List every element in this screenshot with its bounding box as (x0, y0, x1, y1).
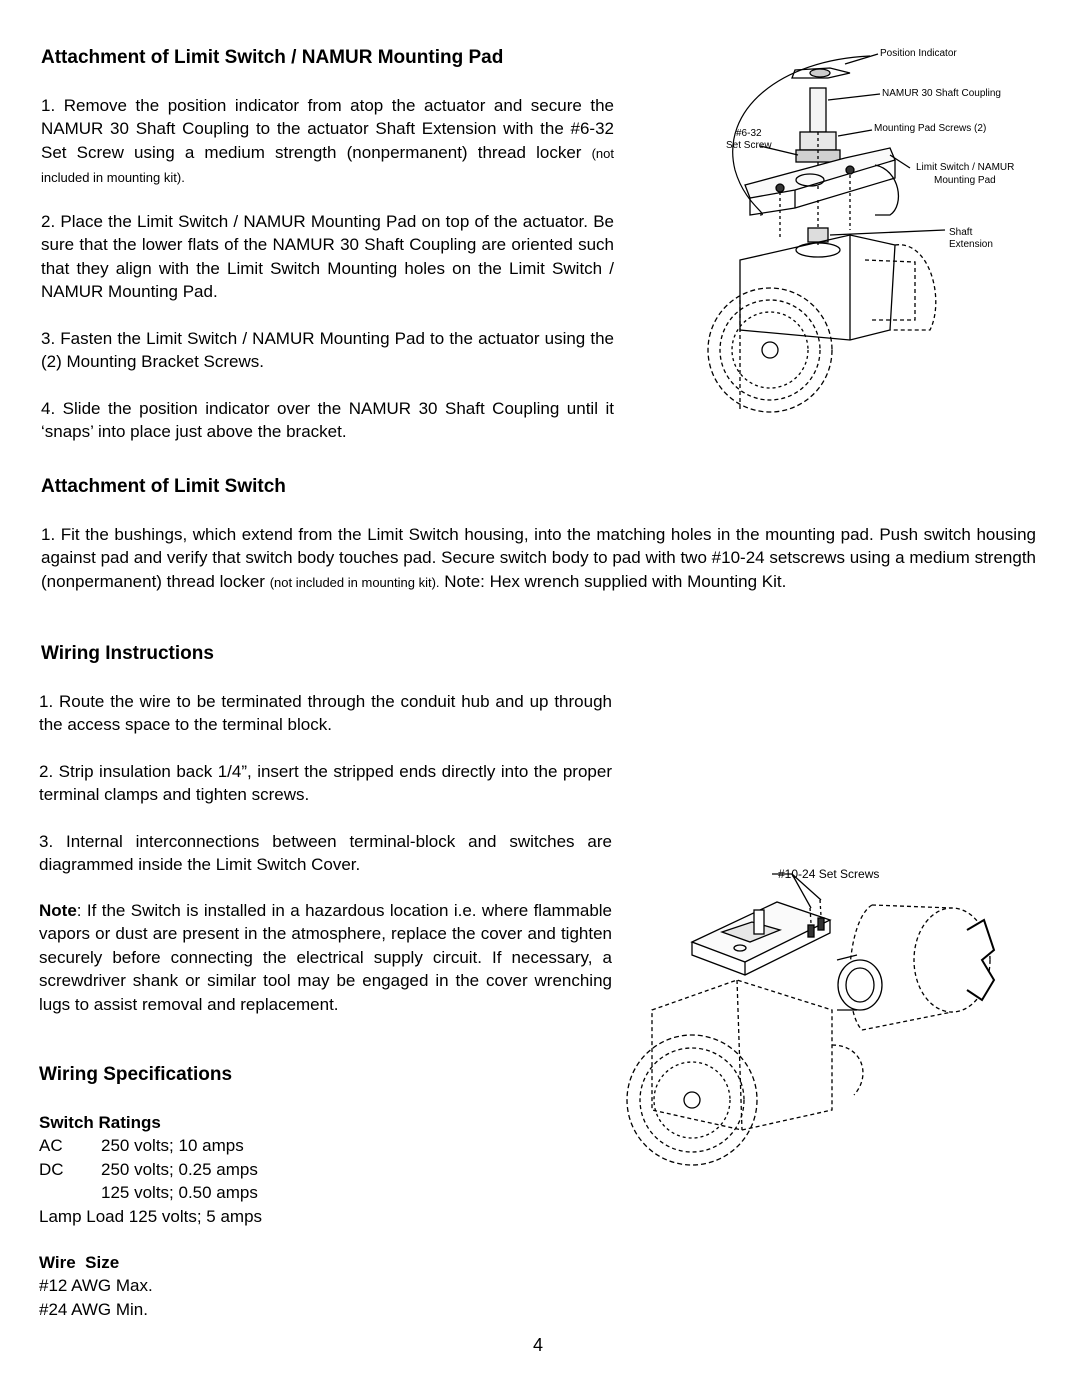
wiring-step-1: 1. Route the wire to be terminated through the conduit hub and up through the access space to the terminal block. (39, 692, 612, 735)
ac-value: 250 volts; 10 amps (101, 1136, 244, 1156)
section-title-wiring-specifications: Wiring Specifications (39, 1064, 233, 1085)
set-screw-1 (808, 925, 814, 937)
switch-ratings-title: Switch Ratings (39, 1113, 161, 1132)
dc-value-1: 250 volts; 0.25 amps (101, 1159, 258, 1179)
figure-limit-switch-assembly (622, 860, 1032, 1220)
shaft-coupling-shape (810, 88, 826, 132)
wire-size-title: Wire Size (39, 1253, 120, 1272)
lamp-load: Lamp Load 125 volts; 5 amps (39, 1206, 263, 1226)
section-title-wiring-instructions: Wiring Instructions (41, 643, 214, 664)
mounting-step-1-note: (not included in mounting kit). (41, 145, 614, 186)
limit-switch-step-1: 1. Fit the bushings, which extend from the Limit Switch housing, into the matching holes in the mounting pad. Push switch housing against pad and verify that switch body touches pad. Secure switch body to pad with two #10-24 setscrews using a medium strength (nonpermanent) thread locker (not included in mounting kit). Note: Hex wrench supplied with Mounting Kit. (41, 525, 1036, 591)
label-mounting-pad-screws: Mounting Pad Screws (2) (874, 123, 987, 134)
actuator-cap-shape-2 (627, 1035, 757, 1165)
wire-min: #24 AWG Min. (39, 1299, 148, 1319)
section-title-mounting-pad: Attachment of Limit Switch / NAMUR Mounting Pad (41, 47, 504, 68)
hazard-note-label: Note (39, 901, 77, 920)
dc-label: DC (39, 1159, 64, 1179)
mounting-step-3: 3. Fasten the Limit Switch / NAMUR Mounting Pad to the actuator using the (2) Mounting Bracket Screws. (41, 329, 614, 372)
shaft-extension-shape (808, 228, 828, 242)
limit-switch-step-1-note: (not included in mounting kit). (269, 574, 440, 590)
set-screw-2 (818, 918, 824, 930)
ac-label: AC (39, 1136, 63, 1156)
hazard-note: Note: If the Switch is installed in a hazardous location i.e. where flammable vapors or dust are present in the atmosphere, replace the cover and tighten securely before connecting the electrical supply circuit. If necessary, a screwdriver shank or similar tool may be engaged in the cover wrenching lugs to assist removal and replacement. (39, 901, 612, 1014)
label-set-screw: Set Screw (726, 140, 772, 151)
wire-size (39, 1251, 439, 1321)
switch-ratings (39, 1111, 439, 1228)
actuator-cap-shape (708, 288, 832, 412)
wire-max: #12 AWG Max. (39, 1276, 153, 1296)
label-set-screws: #10-24 Set Screws (778, 867, 880, 881)
label-limit-switch-pad-2: Mounting Pad (934, 175, 996, 186)
wiring-step-2: 2. Strip insulation back 1/4”, insert the stripped ends directly into the proper terminal clamps and tighten screws. (39, 762, 612, 805)
page-number: 4 (533, 1335, 544, 1355)
label-namur-coupling: NAMUR 30 Shaft Coupling (882, 88, 1001, 99)
section-title-limit-switch: Attachment of Limit Switch (41, 476, 286, 497)
dc-value-2: 125 volts; 0.50 amps (101, 1183, 258, 1203)
actuator-body-shape-2 (652, 980, 832, 1130)
wiring-step-3: 3. Internal interconnections between terminal-block and switches are diagrammed inside the Limit Switch Cover. (39, 832, 612, 875)
mounting-step-1: 1. Remove the position indicator from atop the actuator and secure the NAMUR 30 Shaft Coupling to the actuator Shaft Extension with the #6-32 Set Screw using a medium strength (nonpermanent) thread locker (not included in mounting kit). (41, 96, 614, 186)
mounting-step-4: 4. Slide the position indicator over the NAMUR 30 Shaft Coupling until it ‘snaps’ into place just above the bracket. (41, 399, 614, 442)
label-position-indicator: Position Indicator (880, 48, 957, 59)
label-extension: Extension (949, 239, 993, 250)
figure-exploded-assembly (700, 40, 1040, 430)
label-set-screw-number: #6-32 (736, 128, 762, 139)
label-shaft: Shaft (949, 227, 973, 238)
label-limit-switch-pad-1: Limit Switch / NAMUR (916, 162, 1015, 173)
actuator-body-shape (740, 235, 895, 340)
mounting-step-2: 2. Place the Limit Switch / NAMUR Mounting Pad on top of the actuator. Be sure that the lower flats of the NAMUR 30 Shaft Coupling are oriented such that they align with the Limit Switch Mounting holes on the Limit Switch / NAMUR Mounting Pad. (41, 212, 614, 302)
